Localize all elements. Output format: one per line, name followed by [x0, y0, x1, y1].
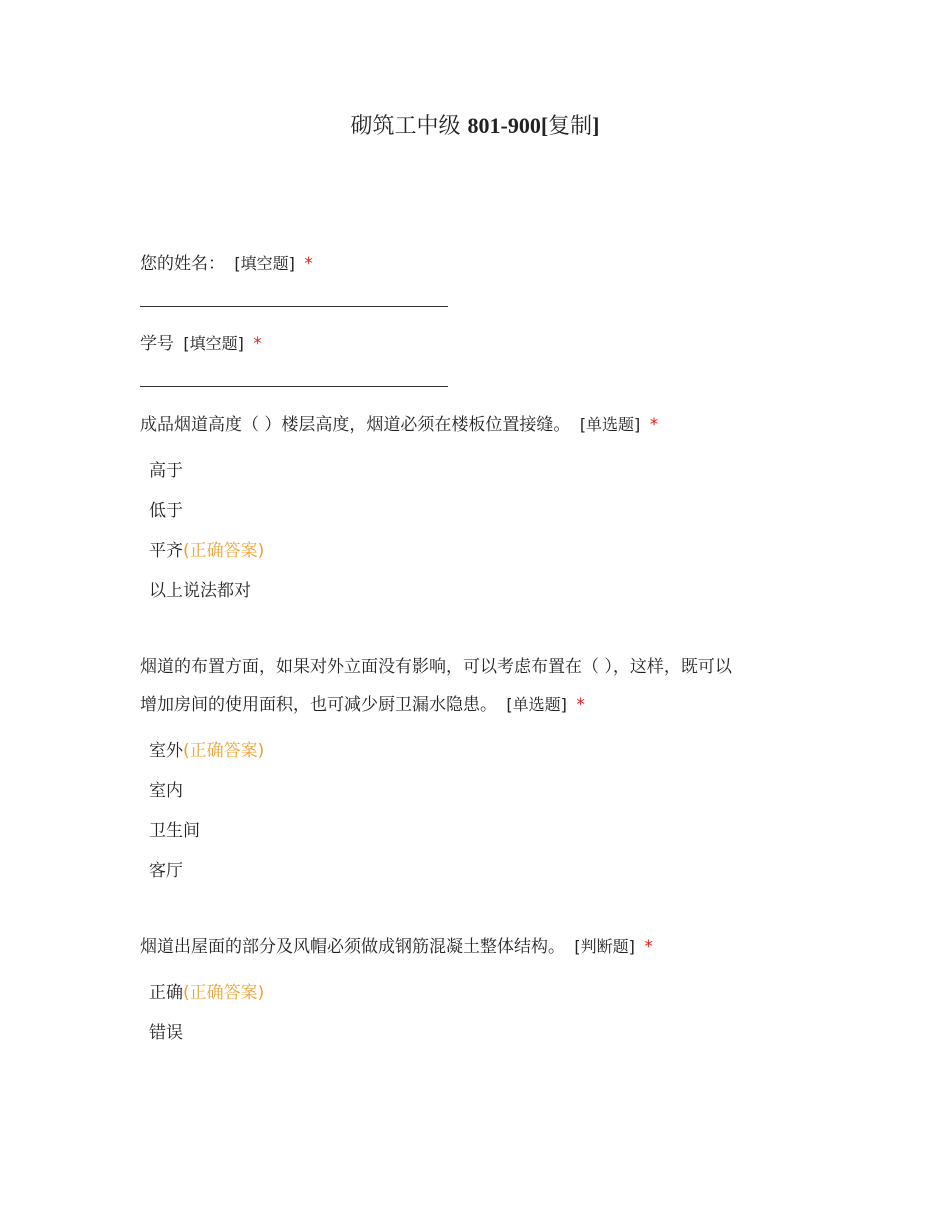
question-3-options [149, 451, 264, 611]
option-item[interactable] [149, 731, 264, 771]
option-label: 室外 [149, 741, 183, 761]
option-item[interactable] [149, 1013, 264, 1053]
option-item[interactable] [149, 851, 264, 891]
question-1-text: 您的姓名： [140, 254, 225, 274]
required-star: * [253, 334, 262, 354]
required-star: * [649, 415, 659, 435]
correct-answer-tag: (正确答案) [183, 541, 265, 561]
question-2-text: 学号 [140, 334, 174, 354]
correct-answer-tag: (正确答案) [183, 983, 265, 1003]
option-label: 平齐 [149, 541, 183, 561]
student-id-answer-field[interactable] [140, 386, 448, 387]
question-4-type: [单选题] [506, 695, 567, 714]
title-bracket-open: [ [540, 113, 549, 138]
option-label: 室内 [149, 781, 183, 801]
correct-answer-tag: (正确答案) [183, 741, 265, 761]
name-answer-field[interactable] [140, 306, 448, 307]
question-4-text-line-1: 烟道的布置方面，如果对外立面没有影响，可以考虑布置在（ ），这样，既可以 [140, 657, 732, 677]
option-item[interactable] [149, 491, 264, 531]
question-5-text: 烟道出屋面的部分及风帽必须做成钢筋混凝土整体结构。 [140, 937, 565, 957]
question-5-type: [判断题] [574, 937, 635, 956]
option-label: 高于 [149, 461, 183, 481]
page-title [0, 110, 950, 143]
required-star: * [576, 695, 585, 715]
option-label: 以上说法都对 [149, 581, 251, 601]
question-5 [140, 928, 810, 966]
question-4-options [149, 731, 264, 891]
option-item[interactable] [149, 811, 264, 851]
option-item[interactable] [149, 451, 264, 491]
required-star: * [304, 254, 313, 274]
option-item[interactable] [149, 571, 264, 611]
option-item[interactable] [149, 973, 264, 1013]
question-1 [140, 245, 810, 283]
question-4 [140, 648, 810, 724]
question-3 [140, 406, 810, 444]
question-1-type: [填空题] [234, 254, 295, 273]
required-star: * [644, 937, 653, 957]
option-label: 客厅 [149, 861, 183, 881]
title-suffix: 复制 [548, 114, 593, 139]
option-item[interactable] [149, 771, 264, 811]
title-prefix: 砌筑工中级 [350, 114, 461, 139]
option-item[interactable] [149, 531, 264, 571]
question-5-options [149, 973, 264, 1053]
title-bracket-close: ] [592, 113, 600, 138]
option-label: 错误 [149, 1023, 183, 1043]
option-label: 卫生间 [149, 821, 200, 841]
question-2-type: [填空题] [183, 334, 244, 353]
question-2 [140, 325, 810, 363]
question-3-type: [单选题] [579, 415, 641, 434]
option-label: 正确 [149, 983, 183, 1003]
option-label: 低于 [149, 501, 183, 521]
question-3-text: 成品烟道高度（ ）楼层高度，烟道必须在楼板位置接缝。 [140, 415, 571, 435]
title-range: 801-900 [467, 113, 541, 138]
question-4-text-line-2: 增加房间的使用面积，也可减少厨卫漏水隐患。 [140, 695, 497, 715]
